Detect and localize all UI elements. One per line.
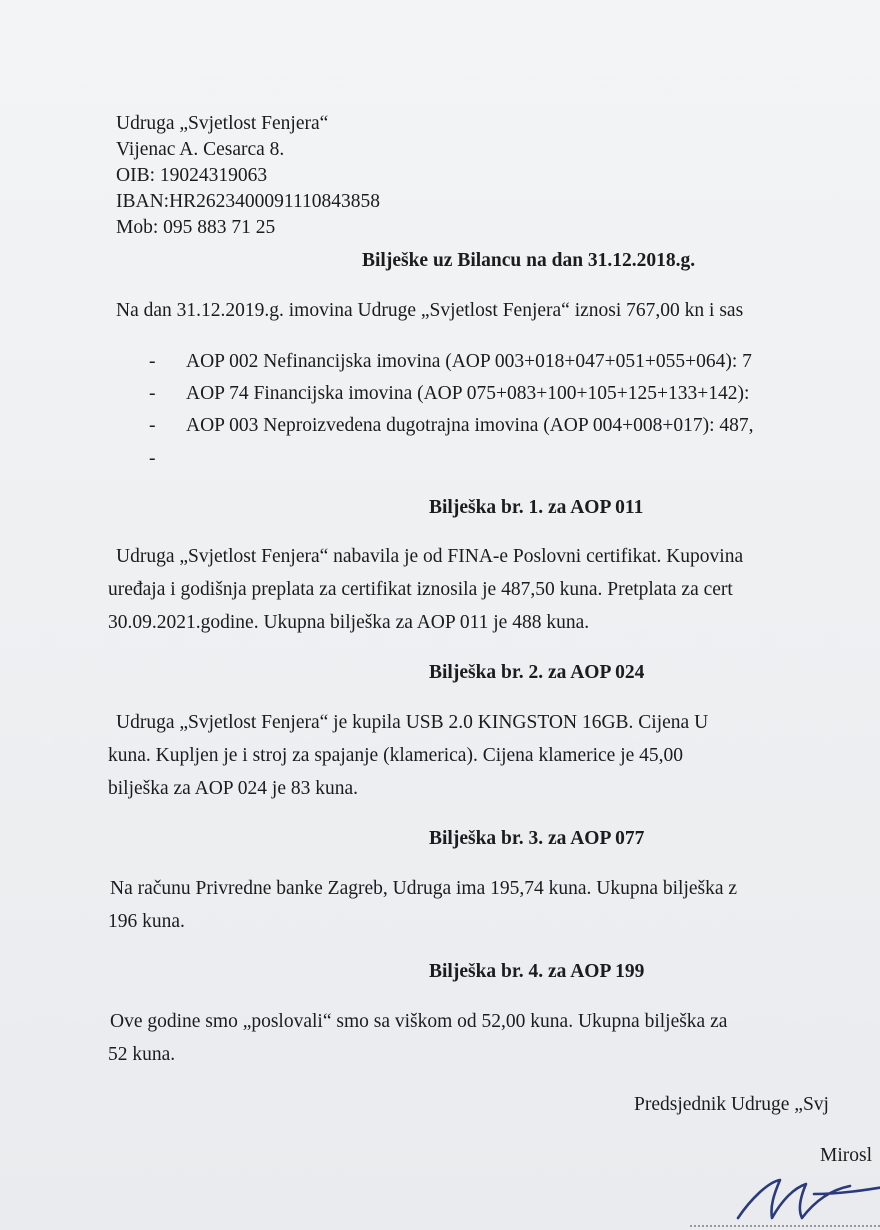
intro-paragraph: Na dan 31.12.2019.g. imovina Udruge „Svjetlost Fenjera“ iznosi 767,00 kn i sas [116, 300, 744, 321]
note-heading: Bilješka br. 3. za AOP 077 [429, 828, 645, 849]
list-dash: - [149, 383, 156, 404]
note-line: Udruga „Svjetlost Fenjera“ je kupila USB 2.0 KINGSTON 16GB. Cijena U [116, 712, 709, 733]
note-heading: Bilješka br. 1. za AOP 011 [429, 497, 644, 518]
note-line: 196 kuna. [108, 911, 185, 932]
note-line: Ove godine smo „poslovali“ smo sa viškom od 52,00 kuna. Ukupna bilješka za [110, 1011, 728, 1032]
org-mob: Mob: 095 883 71 25 [116, 217, 276, 238]
org-iban: IBAN:HR2623400091110843858 [116, 191, 380, 212]
list-item: AOP 74 Financijska imovina (AOP 075+083+100+105+125+133+142): [186, 383, 750, 404]
note-line: Udruga „Svjetlost Fenjera“ nabavila je od FINA-e Poslovni certifikat. Kupovina [116, 546, 744, 567]
list-item: AOP 002 Nefinancijska imovina (AOP 003+018+047+051+055+064): 7 [186, 351, 752, 372]
note-heading: Bilješka br. 4. za AOP 199 [429, 961, 645, 982]
note-line: 52 kuna. [108, 1044, 176, 1065]
list-dash: - [149, 415, 156, 436]
document-title: Bilješke uz Bilancu na dan 31.12.2018.g. [362, 250, 696, 271]
signature-title: Predsjednik Udruge „Svj [634, 1094, 829, 1115]
note-line: bilješka za AOP 024 je 83 kuna. [108, 778, 359, 799]
org-oib: OIB: 19024319063 [116, 165, 268, 186]
note-line: uređaja i godišnja preplata za certifikat iznosila je 487,50 kuna. Pretplata za cert [108, 579, 733, 600]
note-line: Na računu Privredne banke Zagreb, Udruga ima 195,74 kuna. Ukupna bilješka z [110, 878, 738, 899]
handwritten-signature [690, 1160, 880, 1230]
note-line: kuna. Kupljen je i stroj za spajanje (klamerica). Cijena klamerice je 45,00 [108, 745, 684, 766]
org-name: Udruga „Svjetlost Fenjera“ [116, 113, 329, 134]
list-dash: - [149, 351, 156, 372]
note-heading: Bilješka br. 2. za AOP 024 [429, 662, 645, 683]
note-line: 30.09.2021.godine. Ukupna bilješka za AOP 011 je 488 kuna. [108, 612, 590, 633]
org-address: Vijenac A. Cesarca 8. [116, 139, 285, 160]
list-item: AOP 003 Neproizvedena dugotrajna imovina (AOP 004+008+017): 487, [186, 415, 754, 436]
signature-name: Mirosl [820, 1145, 873, 1166]
list-dash: - [149, 448, 156, 469]
